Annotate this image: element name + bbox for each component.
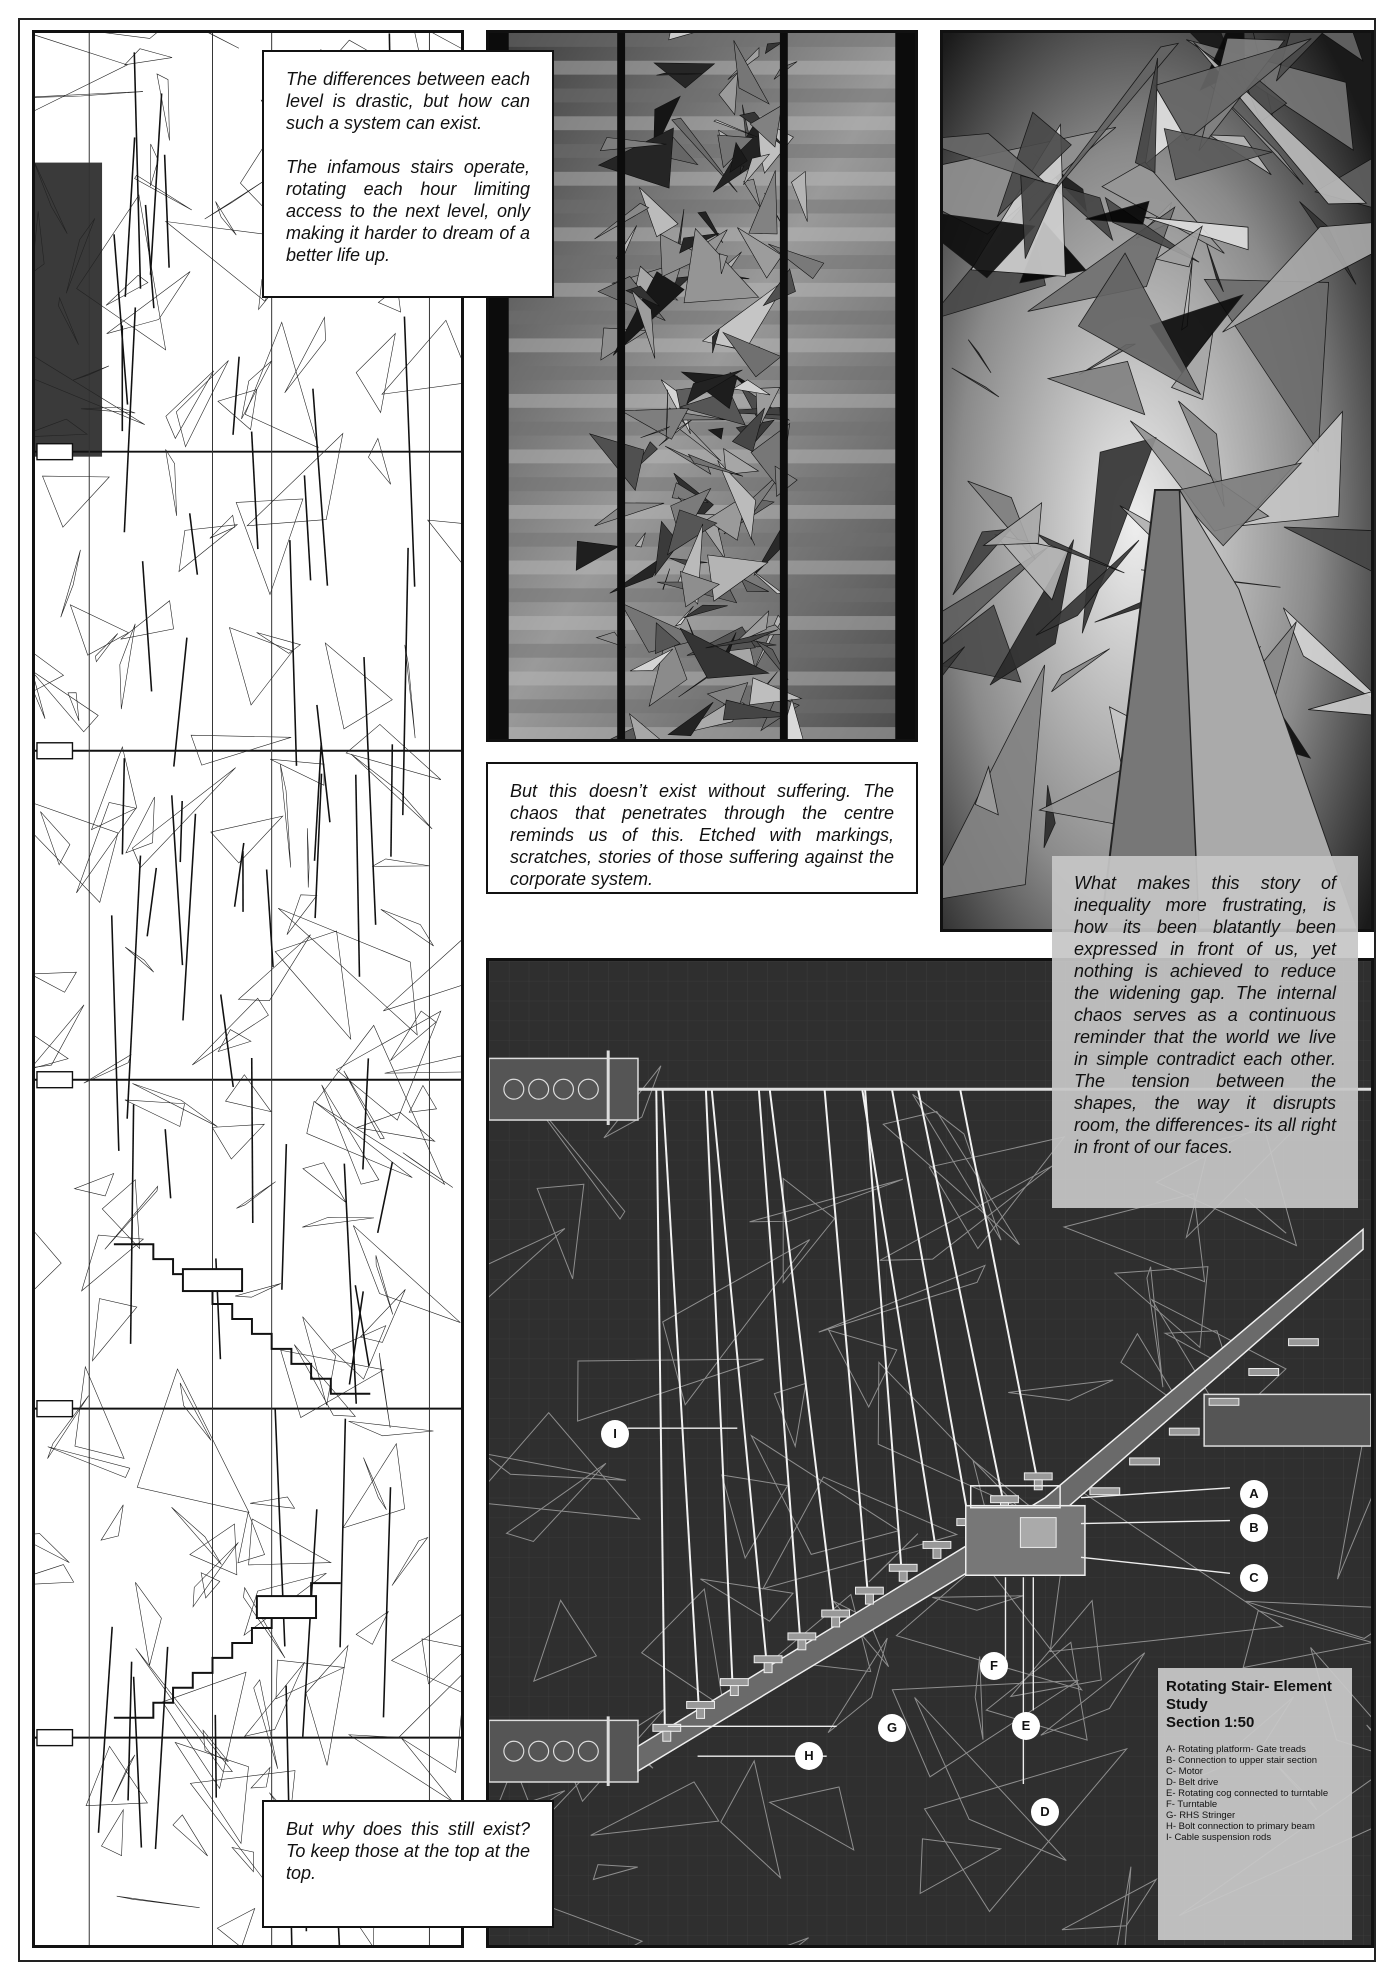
legend-item: E- Rotating cog connected to turntable (1166, 1788, 1329, 1799)
caption-right-text: What makes this story of inequality more frustrating, is how its been blatantly been expressed in front of us, yet nothing is achieved to reduce the widening gap. The internal chaos serves as a continuous reminder that the world we live in simple contradict each other. The tension between the shapes, the way it disrupts room, the differences- its all right in front of our faces. (1074, 873, 1336, 1157)
callout-a: A (1240, 1480, 1268, 1508)
callout-f: F (980, 1652, 1008, 1680)
callout-i: I (601, 1420, 629, 1448)
render-looking-up (940, 30, 1374, 932)
legend-item: H- Bolt connection to primary beam (1166, 1821, 1315, 1832)
caption-bottom-left (262, 1800, 554, 1928)
caption-middle-text: But this doesn’t exist without suffering. The chaos that penetrates through the centre reminds us of this. Etched with markings, scratches, stories of those suffering against the corporate system. (510, 781, 894, 889)
caption-bottom-left-text: But why does this still exist? To keep those at the top at the top. (286, 1819, 530, 1883)
legend-item: C- Motor (1166, 1766, 1203, 1777)
caption-top-left-paragraph-1: The differences between each level is drastic, but how can such a system can exist. (286, 69, 530, 133)
legend-box (1158, 1668, 1352, 1940)
callout-d: D (1031, 1798, 1059, 1826)
callout-b: B (1240, 1514, 1268, 1542)
looking-up-image (943, 33, 1371, 929)
legend-item: I- Cable suspension rods (1166, 1832, 1272, 1843)
caption-top-left-paragraph-2: The infamous stairs operate, rotating each hour limiting access to the next level, only making it harder to dream of a better life up. (286, 157, 530, 265)
legend-item: D- Belt drive (1166, 1777, 1219, 1788)
caption-top-left (262, 50, 554, 298)
legend-item: B- Connection to upper stair section (1166, 1755, 1318, 1766)
caption-middle (486, 762, 918, 894)
legend-heading (1166, 1678, 1344, 1732)
callout-g: G (878, 1714, 906, 1742)
callout-c: C (1240, 1564, 1268, 1592)
callout-h: H (795, 1742, 823, 1770)
legend-subtitle: Section 1:50 (1166, 1714, 1255, 1731)
callout-e: E (1012, 1712, 1040, 1740)
legend-item: F- Turntable (1166, 1799, 1218, 1810)
section-linework (35, 33, 461, 1945)
long-section-drawing (32, 30, 464, 1948)
caption-right (1052, 856, 1358, 1208)
legend-title: Rotating Stair- Element Study (1166, 1678, 1332, 1713)
legend-item: G- RHS Stringer (1166, 1810, 1236, 1821)
legend-item: A- Rotating platform- Gate treads (1166, 1744, 1306, 1755)
